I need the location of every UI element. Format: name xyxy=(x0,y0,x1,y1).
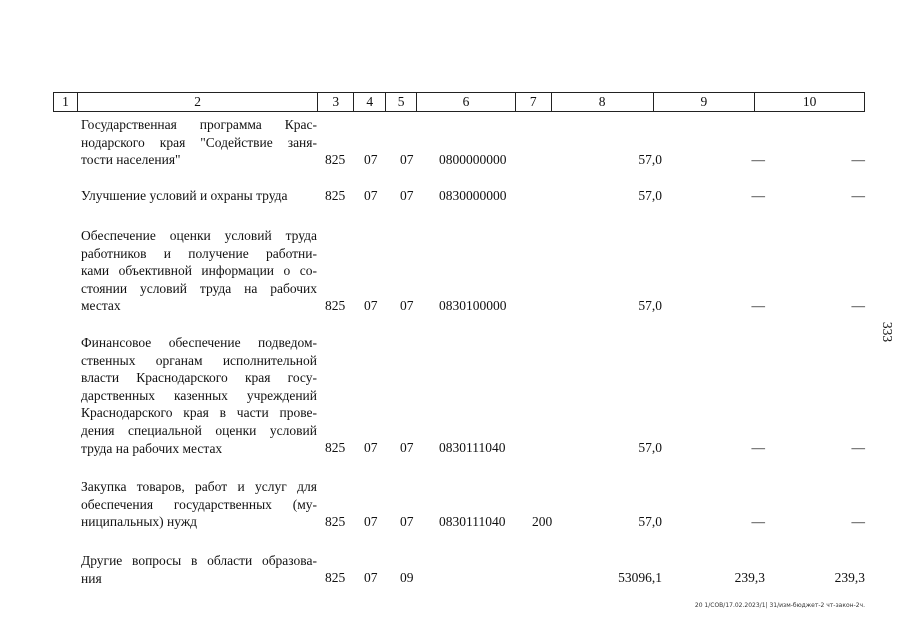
amount-col-8: 57,0 xyxy=(638,188,662,203)
target-article: 0830111040 xyxy=(439,440,506,455)
amount-col-8: 53096,1 xyxy=(618,570,662,585)
admin-code: 825 xyxy=(325,570,346,585)
subsection-code: 07 xyxy=(400,514,414,529)
description-line: Краснодарского края в части прове- xyxy=(81,405,317,421)
description-line: Улучшение условий и охраны труда xyxy=(81,188,288,203)
target-article: 0830000000 xyxy=(439,188,507,203)
admin-code: 825 xyxy=(325,152,346,167)
amount-col-10: 239,3 xyxy=(834,570,865,585)
amount-col-8: 57,0 xyxy=(638,514,662,529)
header-col-4: 4 xyxy=(354,93,386,111)
amount-col-8: 57,0 xyxy=(638,152,662,167)
page-number: 333 xyxy=(880,321,895,343)
row-description xyxy=(81,552,317,587)
footer-file-path: 20 1/СОВ/17.02.2023/1| 31/изм-бюджет-2 чт-закон-2ч. xyxy=(694,602,865,609)
description-line: дения специальной оценки условий xyxy=(81,422,317,438)
description-line: ственных органам исполнительной xyxy=(81,352,317,368)
section-code: 07 xyxy=(364,188,378,203)
description-line: Закупка товаров, работ и услуг для xyxy=(81,479,317,494)
subsection-code: 07 xyxy=(400,440,414,455)
row-description xyxy=(81,187,317,205)
description-line: ния xyxy=(81,570,102,586)
header-col-6: 6 xyxy=(417,93,516,111)
amount-col-10: — xyxy=(851,440,865,455)
description-line: власти Краснодарского края госу- xyxy=(81,370,317,386)
amount-col-10: — xyxy=(851,298,865,313)
amount-col-10: — xyxy=(851,514,865,529)
amount-col-9: — xyxy=(751,440,765,455)
header-col-1: 1 xyxy=(54,93,78,111)
target-article: 0800000000 xyxy=(439,152,507,167)
admin-code: 825 xyxy=(325,188,346,203)
description-line: Другие вопросы в области образова- xyxy=(81,553,317,568)
description-line: работников и получение работни- xyxy=(81,245,317,261)
header-col-9: 9 xyxy=(654,93,756,111)
description-line: нодарского края "Содействие заня- xyxy=(81,134,317,150)
target-article: 0830100000 xyxy=(439,298,507,313)
description-line: местах xyxy=(81,298,121,314)
expense-type: 200 xyxy=(532,514,553,529)
row-description xyxy=(81,116,317,169)
description-line: ками объективной информации о со- xyxy=(81,263,317,279)
description-line: стоянии условий труда на рабочих xyxy=(81,280,317,296)
header-col-10: 10 xyxy=(802,94,817,109)
section-code: 07 xyxy=(364,570,378,585)
section-code: 07 xyxy=(364,298,378,313)
description-line: обеспечения государственных (му- xyxy=(81,496,317,512)
admin-code: 825 xyxy=(325,298,346,313)
description-line: Государственная программа Крас- xyxy=(81,117,317,132)
section-code: 07 xyxy=(364,514,378,529)
amount-col-9: — xyxy=(751,514,765,529)
amount-col-9: 239,3 xyxy=(734,570,765,585)
description-line: Обеспечение оценки условий труда xyxy=(81,228,317,243)
amount-col-9: — xyxy=(751,298,765,313)
row-description xyxy=(81,334,317,457)
header-col-7: 7 xyxy=(516,93,552,111)
subsection-code: 07 xyxy=(400,152,414,167)
amount-col-8: 57,0 xyxy=(638,298,662,313)
subsection-code: 07 xyxy=(400,188,414,203)
description-line: тости населения" xyxy=(81,152,181,168)
subsection-code: 07 xyxy=(400,298,414,313)
row-description xyxy=(81,227,317,315)
description-line: ниципальных) нужд xyxy=(81,514,198,530)
row-description xyxy=(81,478,317,531)
header-col-3: 3 xyxy=(318,93,354,111)
amount-col-10: — xyxy=(851,188,865,203)
header-col-8: 8 xyxy=(552,93,654,111)
section-code: 07 xyxy=(364,152,378,167)
target-article: 0830111040 xyxy=(439,514,506,529)
admin-code: 825 xyxy=(325,514,346,529)
admin-code: 825 xyxy=(325,440,346,455)
table-header xyxy=(53,92,865,112)
amount-col-8: 57,0 xyxy=(638,440,662,455)
description-line: дарственных казенных учреждений xyxy=(81,387,317,403)
description-line: Финансовое обеспечение подведом- xyxy=(81,335,317,350)
description-line: труда на рабочих местах xyxy=(81,440,223,456)
amount-col-9: — xyxy=(751,152,765,167)
header-col-2: 2 xyxy=(78,93,318,111)
subsection-code: 09 xyxy=(400,570,414,585)
amount-col-10: — xyxy=(851,152,865,167)
amount-col-9: — xyxy=(751,188,765,203)
header-col-5: 5 xyxy=(386,93,417,111)
section-code: 07 xyxy=(364,440,378,455)
